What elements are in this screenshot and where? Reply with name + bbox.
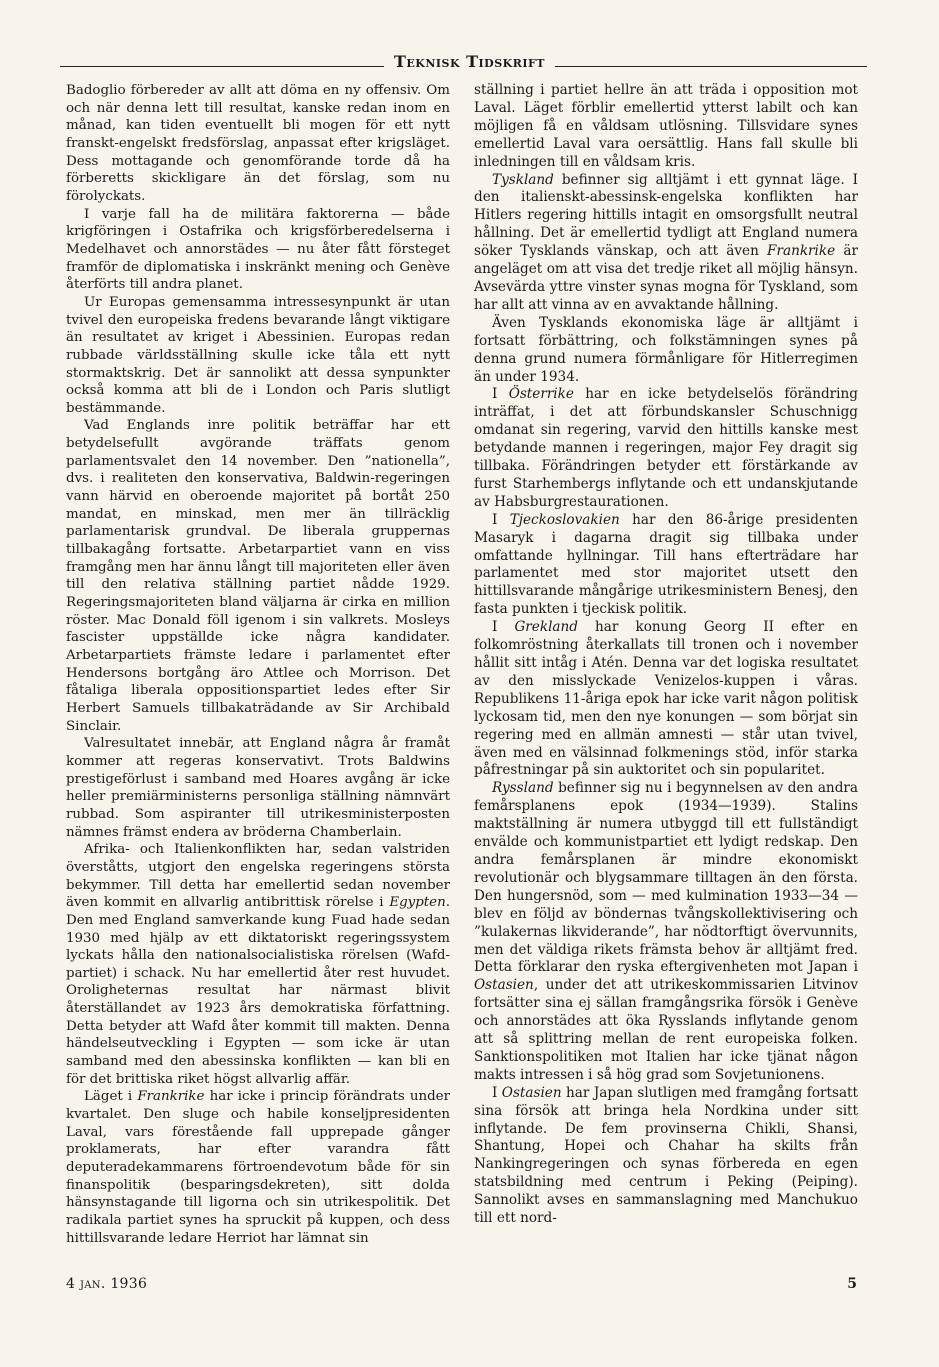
paragraph: Badoglio förbereder av allt att döma en ny offensiv. Om och när denna lett till resultat, kanske redan inom en månad, kan tiden eventuellt bli mogen för ett nytt franskt-engelskt fredsförslag, anpassat efter krigsläget. Dess mottagande och genomförande torde då ha förberetts skickligare än det förslag, som nu förolyckats.	[66, 83, 450, 204]
journal-title: Teknisk Tidskrift	[384, 52, 555, 71]
issue-date: 4 jan. 1936	[66, 1276, 148, 1292]
paragraph: Vad Englands inre politik beträffar har ett betydelsefullt avgörande träffats genom parlamentsvalet den 14 november. Den ”nationella”, dvs. i realiteten den konservativa, Baldwin-regeringen vann härvid en oberoende majoritet på bortåt 250 mandat, en minskad, men mer än tillräcklig parlamentarisk grundval. De liberala gruppernas tillbakagång fortsatte. Arbetarpartiet vann en viss framgång men har ännu långt till majoriteten eller även till den relativa ställning partiet nådde 1929. Regeringsmajoriteten bland väljarna är cirka en million röster. Mac Donald föll igenom i sin valkrets. Mosleys fascister uppställde icke några kandidater. Arbetarpartiets främste ledare i parlamentet efter Hendersons bortgång äro Attlee och Morrison. Det fåtaliga liberala oppositionspartiet ledes efter Sir Herbert Samuels tillbakaträdande av Sir Archibald Sinclair.	[66, 418, 450, 734]
right-column	[474, 82, 858, 1272]
paragraph: Valresultatet innebär, att England några år framåt kommer att regeras konservativt. Trots Baldwins prestigeförlust i samband med Hoares avgång är icke heller premiärministerns personliga ställning nämnvärt rubbad. Som aspiranter till utrikesministerposten nämnes främst endera av bröderna Chamberlain.	[66, 736, 450, 840]
paragraph: ställning i partiet hellre än att träda i opposition mot Laval. Läget förblir emellertid ytterst labilt och kan möjligen få en våldsam utlösning. Tillsvidare synes emellertid Laval vara oersättlig. Hans fall skulle bli inledningen till en våldsam kris.	[474, 82, 858, 170]
paragraph: I Grekland har konung Georg II efter en folkomröstning återkallats till tronen och i november hållit sitt intåg i Atén. Denna var det logiska resultatet av den misslyckade Venizelos-kuppen i våras. Republikens 11-åriga epok har icke varit någon politisk lyckosam tid, men den nye konungen — som börjat sin regering med en allmän amnesti — står utan tvivel, även med en välsinnad folkmenings stöd, inför starka påfrestningar på sin auktoritet och sin popularitet.	[474, 619, 858, 779]
masthead	[0, 52, 939, 71]
left-column	[66, 82, 450, 1272]
paragraph: I Tjeckoslovakien har den 86-årige presidenten Masaryk i dagarna dragit sig tillbaka under omfattande hyllningar. Till hans efterträdare har parlamentet med stor majoritet utsett den hittillsvarande mångårige utrikesministern Benesj, den fasta punkten i tjeckisk politik.	[474, 511, 858, 618]
paragraph: I varje fall ha de militära faktorerna — både krigföringen i Ostafrika och krigsförberedelserna i Medelhavet och annorstädes — nu åter fått försteget framför de diplomatiska i inskränkt mening och Genève återförts till andra planet.	[66, 206, 450, 293]
paragraph: Tyskland befinner sig alltjämt i ett gynnat läge. I den italienskt-abessinsk-engelska konflikten har Hitlers regering hittills intagit en omsorgsfullt neutral hållning. Det är emellertid tydligt att England numera söker Tysklands vänskap, och att även Frankrike är angeläget om att visa det tredje riket all möjlig hänsyn. Avsevärda yttre vinster synas mogna för Tyskland, som har allt att vinna av en avvaktande hållning.	[474, 171, 858, 313]
page-footer	[66, 1276, 857, 1292]
paragraph: Även Tysklands ekonomiska läge är alltjämt i fortsatt förbättring, och folkstämningen synes på denna grund numera förmånligare för Hitlerregimen än under 1934.	[474, 314, 858, 385]
paragraph: Läget i Frankrike har icke i princip förändrats under kvartalet. Den sluge och habile konseljpresidenten Laval, vars förestående fall upprepade gånger proklamerats, har efter varandra fått deputeradekammarens förtroendevotum både för sin finanspolitik (besparingsdekreten), sitt dolda hänsynstagande till ligorna och sin utrikespolitik. Det radikala partiet synes ha spruckit på kuppen, och dess hittillsvarande ledare Herriot har lämnat sin	[66, 1089, 450, 1246]
paragraph: Ur Europas gemensamma intressesynpunkt är utan tvivel den europeiska fredens bevarande långt viktigare än resultatet av kriget i Abessinien. Europas redan rubbade världsställning skulle icke tåla ett nytt stormaktskrig. Det är sannolikt att dessa synpunkter också komma att bli de i London och Paris slutligt bestämmande.	[66, 294, 450, 416]
paragraph: Afrika- och Italienkonflikten har, sedan valstriden överståtts, utgjort den engelska regeringens största bekymmer. Till detta har emellertid sedan november även kommit en allvarlig antibrittisk rörelse i Egypten. Den med England samverkande kung Fuad hade sedan 1930 med hjälp av ett diktatoriskt regeringssystem lyckats hålla den nationalsocialistiska rörelsen (Wafd-partiet) i schack. Nu har emellertid åter rest huvudet. Oroligheternas resultat har närmast blivit återställandet av 1923 års demokratiska författning. Detta betyder att Wafd åter kommit till makten. Denna händelseutveckling i Egypten — som icke är utan samband med den abessinska konflikten — kan bli en för det brittiska riket högst allvarlig affär.	[66, 842, 450, 1087]
article-body	[66, 82, 858, 1272]
paragraph: I Ostasien har Japan slutligen med framgång fortsatt sina försök att bringa hela Nordkina under sitt inflytande. De fem provinserna Chikli, Shansi, Shantung, Hopei och Chahar ha skilts från Nankingregeringen och synas förbereda en egen statsbildning med centrum i Peking (Peiping). Sannolikt avses en sammanslagning med Manchukuo till ett nord-	[474, 1084, 858, 1227]
page-number: 5	[847, 1276, 857, 1292]
paragraph: I Österrike har en icke betydelselös förändring inträffat, i det att förbundskansler Schuschnigg omdanat sin regering, varvid den hittills kanske mest betydande mannen i regeringen, major Fey dragit sig tillbaka. Förändringen betyder ett förstärkande av furst Starhembergs inflytande och ett undanskjutande av Habsburgrestaurationen.	[474, 386, 858, 510]
paragraph: Ryssland befinner sig nu i begynnelsen av den andra femårsplanens epok (1934—1939). Stalins maktställning är numera utbyggd till ett fullständigt envälde och kommunistpartiet ett lydigt redskap. Den andra femårsplanen är mindre ekonomiskt revolutionär och blygsammare tilltagen än den första. Den hungersnöd, som — med kulmination 1933—34 — blev en följd av böndernas tvångskollektivisering och ”kulakernas likviderande”, har nödtorftigt övervunnits, men det väldiga rikets främsta behov är alltjämt fred. Detta förklarar den ryska eftergivenheten mot Japan i Ostasien, under det att utrikeskommissarien Litvinov fortsätter sina ej sällan framgångsrika försök i Genève och annorstädes att öka Rysslands inflytande genom att så splittring mellan de rent europeiska folken. Sanktionspolitiken mot Italien har icke tjänat någon makts intressen i så hög grad som Sovjetunionens.	[474, 780, 858, 1083]
